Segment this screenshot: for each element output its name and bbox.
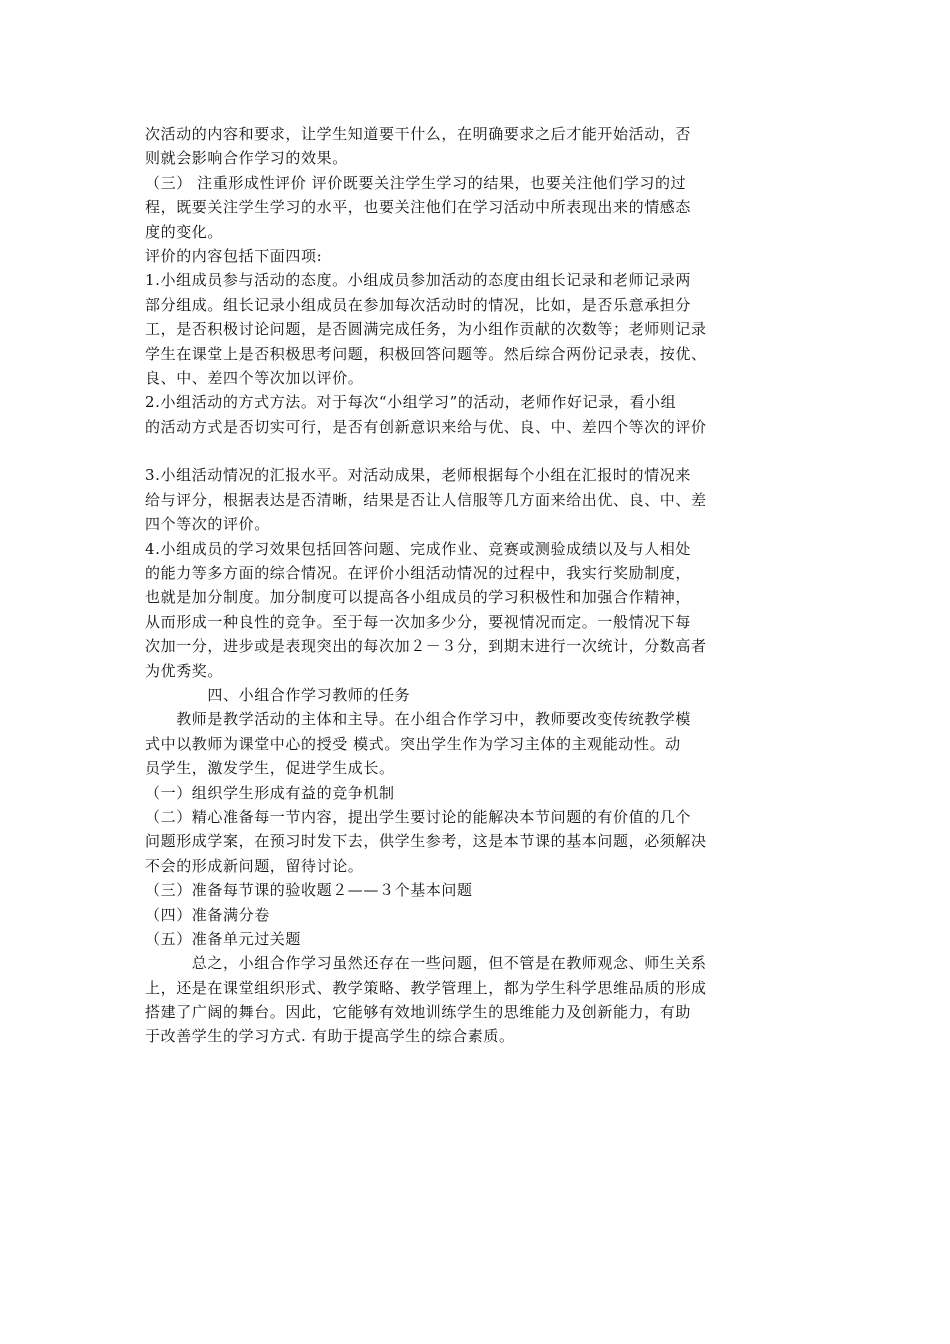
text-line: 程，既要关注学生学习的水平，也要关注他们在学习活动中所表现出来的情感态 xyxy=(145,198,692,217)
text-line: （一）组织学生形成有益的竞争机制 xyxy=(145,783,395,802)
text-line: 的能力等多方面的综合情况。在评价小组活动情况的过程中，我实行奖励制度， xyxy=(145,564,692,583)
text-line: 总之，小组合作学习虽然还存在一些问题，但不管是在教师观念、师生关系 xyxy=(145,954,707,973)
text-line: 于改善学生的学习方式. 有助于提高学生的综合素质。 xyxy=(145,1027,515,1046)
text-line: 的活动方式是否切实可行，是否有创新意识来给与优、良、中、差四个等次的评价 xyxy=(145,417,707,436)
text-line: 2.小组活动的方式方法。对于每次“小组学习”的活动，老师作好记录，看小组 xyxy=(145,393,677,412)
text-line: 度的变化。 xyxy=(145,222,224,241)
text-line: 式中以教师为课堂中心的授受 模式。突出学生作为学习主体的主观能动性。动 xyxy=(145,734,681,753)
text-line: 良、中、差四个等次加以评价。 xyxy=(145,368,364,387)
text-line: （五）准备单元过关题 xyxy=(145,929,302,948)
text-line: 1.小组成员参与活动的态度。小组成员参加活动的态度由组长记录和老师记录两 xyxy=(145,271,691,290)
text-line: 问题形成学案，在预习时发下去，供学生参考，这是本节课的基本问题，必须解决 xyxy=(145,832,707,851)
text-line: 四个等次的评价。 xyxy=(145,515,270,534)
text-line: 部分组成。组长记录小组成员在参加每次活动时的情况，比如，是否乐意承担分 xyxy=(145,295,692,314)
text-line: （三） 注重形成性评价 评价既要关注学生学习的结果，也要关注他们学习的过 xyxy=(145,173,687,192)
text-line: 则就会影响合作学习的效果。 xyxy=(145,149,348,168)
text-line: 3.小组活动情况的汇报水平。对活动成果，老师根据每个小组在汇报时的情况来 xyxy=(145,466,691,485)
text-line: 教师是教学活动的主体和主导。在小组合作学习中，教师要改变传统教学模 xyxy=(145,710,692,729)
text-line: 员学生，激发学生，促进学生成长。 xyxy=(145,759,395,778)
text-line: 为优秀奖。 xyxy=(145,661,224,680)
text-line: 给与评分，根据表达是否清晰，结果是否让人信服等几方面来给出优、良、中、差 xyxy=(145,490,707,509)
section-heading: 四、小组合作学习教师的任务 xyxy=(145,685,411,704)
text-line: 上，还是在课堂组织形式、教学策略、教学管理上，都为学生科学思维品质的形成 xyxy=(145,978,707,997)
text-line: 工，是否积极讨论问题，是否圆满完成任务，为小组作贡献的次数等；老师则记录 xyxy=(145,320,707,339)
blank-line xyxy=(145,439,810,463)
text-line: 也就是加分制度。加分制度可以提高各小组成员的学习积极性和加强合作精神， xyxy=(145,588,692,607)
text-line: 评价的内容包括下面四项: xyxy=(145,246,323,265)
text-line: 次活动的内容和要求，让学生知道要干什么，在明确要求之后才能开始活动，否 xyxy=(145,125,692,143)
text-line: 搭建了广阔的舞台。因此，它能够有效地训练学生的思维能力及创新能力，有助 xyxy=(145,1003,692,1022)
document-body xyxy=(145,122,810,1049)
text-line: （二）精心准备每一节内容，提出学生要讨论的能解决本节问题的有价值的几个 xyxy=(145,807,692,826)
text-line: 学生在课堂上是否积极思考问题，积极回答问题等。然后综合两份记录表，按优、 xyxy=(145,344,707,363)
text-line: （四）准备满分卷 xyxy=(145,905,270,924)
text-line: 不会的形成新问题，留待讨论。 xyxy=(145,856,364,875)
text-line: 4.小组成员的学习效果包括回答问题、完成作业、竞赛或测验成绩以及与人相处 xyxy=(145,539,691,558)
text-line: 次加一分，进步或是表现突出的每次加２－３分，到期末进行一次统计，分数高者 xyxy=(145,637,707,656)
text-line: 从而形成一种良性的竞争。至于每一次加多少分，要视情况而定。一般情况下每 xyxy=(145,612,692,631)
text-line: （三）准备每节课的验收题２——３个基本问题 xyxy=(145,881,473,900)
